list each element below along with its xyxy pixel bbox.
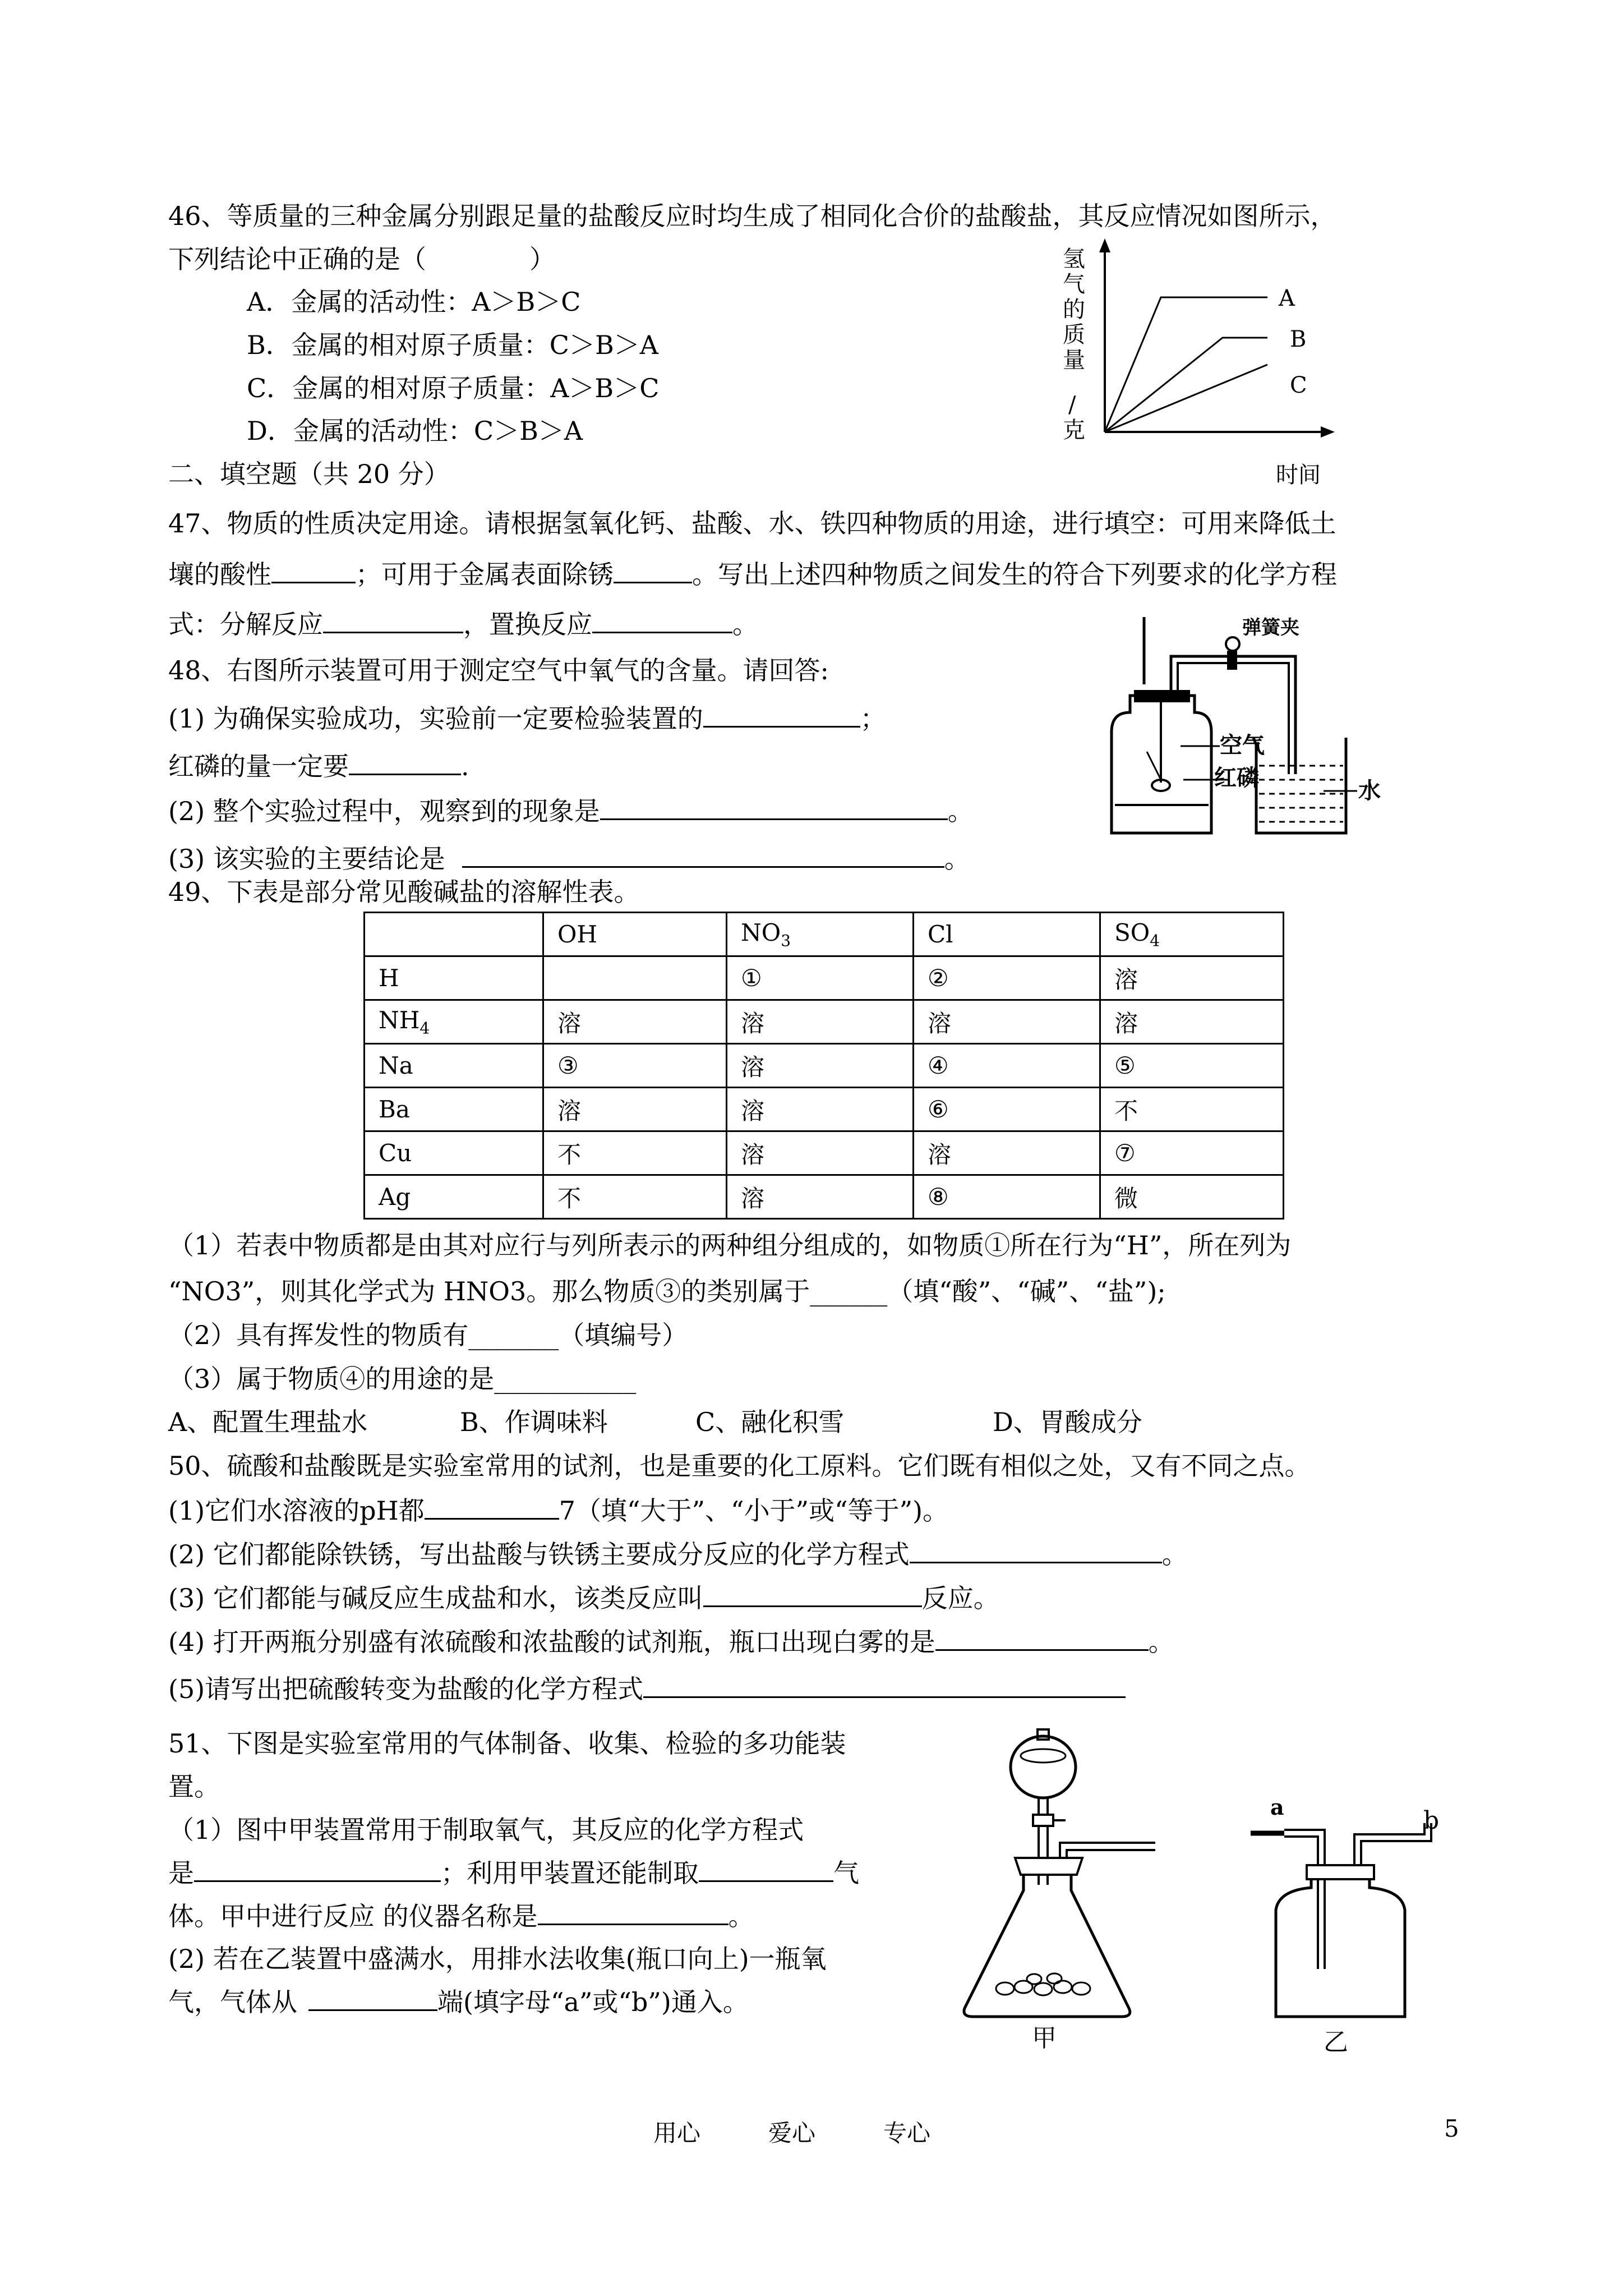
table-cell: 溶 (914, 1131, 1100, 1175)
q48-text: 。 (944, 844, 970, 874)
graph-ylabel-char: 质 (1063, 322, 1085, 348)
q47-text: ，置换反应 (463, 609, 592, 639)
table-cell: 溶 (727, 1000, 914, 1044)
q49-choice-d: D、胃酸成分 (993, 1407, 1142, 1437)
label-red-phosphorus: 红磷 (1214, 765, 1259, 791)
graph-ylabel-char: 克 (1063, 417, 1085, 443)
answer-blank[interactable] (194, 1856, 441, 1882)
q47-line3 (168, 607, 758, 641)
table-cell: 溶 (1100, 956, 1284, 1000)
q50-line2 (168, 1493, 948, 1527)
table-cell: $NH_4$ (365, 1000, 543, 1044)
graph-ylabel-char: 氢 (1063, 246, 1085, 272)
q51-line4 (168, 1856, 859, 1890)
q46-option-b: B．金属的相对原子质量：C＞B＞A (247, 330, 659, 360)
q50-text: (4) 打开两瓶分别盛有浓硫酸和浓盐酸的试剂瓶，瓶口出现白雾的是 (168, 1627, 935, 1657)
q46-stem-line1: 46、等质量的三种金属分别跟足量的盐酸反应时均生成了相同化合价的盐酸盐，其反应情况如图所示， (168, 201, 1336, 231)
table-cell: 溶 (543, 1000, 727, 1044)
q50-text: (3) 它们都能与碱反应生成盐和水，该类反应叫 (168, 1583, 703, 1613)
answer-blank[interactable] (703, 1581, 922, 1607)
q47-text: 。写出上述四种物质之间发生的符合下列要求的化学方程 (692, 559, 1337, 590)
table-cell: 溶 (1100, 1000, 1284, 1044)
q47-text: ；可用于金属表面除锈 (356, 559, 614, 590)
q49-part2: （2）具有挥发性的物质有_______（填编号） (168, 1320, 688, 1350)
table-row (365, 1044, 1284, 1088)
label-water: 水 (1358, 777, 1381, 804)
answer-blank[interactable] (935, 1625, 1149, 1651)
q51-line7 (168, 1985, 749, 2019)
footer-text-1: 用心 (653, 2119, 701, 2147)
q50-text: (1)它们水溶液的pH都 (168, 1496, 425, 1526)
q46-hydrogen-graph (1054, 236, 1346, 494)
q47-text: 。 (732, 609, 758, 639)
table-cell: H (365, 956, 543, 1000)
table-cell: ⑧ (914, 1175, 1100, 1219)
answer-blank[interactable] (271, 557, 356, 583)
q47-text: 壤的酸性 (168, 559, 271, 590)
table-cell (365, 913, 543, 956)
graph-ylabel-char: 量 (1063, 347, 1085, 373)
q47-line1: 47、物质的性质决定用途。请根据氢氧化钙、盐酸、水、铁四种物质的用途，进行填空：可用来降低土 (168, 508, 1336, 539)
q50-text: 反应。 (921, 1583, 999, 1613)
table-cell: 不 (543, 1131, 727, 1175)
q51-line3: （1）图中甲装置常用于制取氧气，其反应的化学方程式 (168, 1815, 804, 1845)
graph-ylabel-char: 气 (1063, 272, 1085, 297)
answer-blank[interactable] (323, 607, 463, 633)
q48-apparatus-figure (1099, 611, 1413, 847)
section-heading: 二、填空题（共 20 分） (168, 459, 450, 489)
answer-blank[interactable] (600, 794, 948, 820)
q49-choices (168, 1405, 1142, 1439)
graph-ylabel-char: / (1068, 392, 1076, 418)
table-cell: 溶 (914, 1000, 1100, 1044)
q51-line2: 置。 (168, 1772, 220, 1802)
q50-line5 (168, 1625, 1174, 1659)
q48-text: 红磷的量一定要 (168, 751, 349, 781)
table-cell: $SO_4$ (1100, 913, 1284, 956)
q49-choice-b: B、作调味料 (460, 1407, 608, 1437)
table-cell: 微 (1100, 1175, 1284, 1219)
q48-text: (3) 该实验的主要结论是 (168, 844, 445, 874)
table-cell: 不 (543, 1175, 727, 1219)
table-cell: $NO_3$ (727, 913, 914, 956)
q50-line4 (168, 1581, 999, 1615)
label-yi: 乙 (1324, 2028, 1348, 2056)
q51-text: 。 (728, 1901, 754, 1931)
q49-part1-line2: “NO3”，则其化学式为 HNO3。那么物质③的类别属于______（填“酸”、“碱”、“盐”); (168, 1276, 1166, 1306)
table-cell: 溶 (727, 1131, 914, 1175)
q51-text: 体。甲中进行反应 的仪器名称是 (168, 1901, 538, 1931)
table-cell: Cl (914, 913, 1100, 956)
table-cell: ② (914, 956, 1100, 1000)
table-cell: ① (727, 956, 914, 1000)
answer-blank[interactable] (643, 1672, 1126, 1698)
q46-stem-line2: 下列结论中正确的是（ ） (168, 244, 555, 274)
table-cell: Na (365, 1044, 543, 1088)
table-row (365, 1175, 1284, 1219)
solubility-table (363, 912, 1284, 1220)
q51-text: 端(填字母“a”或“b”)通入。 (437, 1987, 749, 2017)
label-port-b: b (1423, 1806, 1440, 1835)
footer-text-2: 爱心 (768, 2119, 816, 2147)
table-cell: Ag (365, 1175, 543, 1219)
answer-blank[interactable] (349, 749, 461, 775)
q47-text: 式：分解反应 (168, 609, 323, 639)
q48-text: ； (860, 703, 886, 734)
table-cell: ③ (543, 1044, 727, 1088)
graph-x-arrow (1321, 426, 1335, 438)
label-port-a: a (1270, 1795, 1284, 1820)
label-spring-clip: 弹簧夹 (1242, 616, 1299, 639)
q50-line3 (168, 1537, 1188, 1571)
q51-text: ；利用甲装置还能制取 (441, 1858, 699, 1888)
q48-line5 (168, 841, 970, 876)
answer-blank[interactable] (308, 1985, 437, 2011)
q51-text: 气 (833, 1858, 859, 1888)
answer-blank[interactable] (425, 1493, 559, 1520)
q51-text: 是 (168, 1858, 194, 1888)
q49-choice-a: A、配置生理盐水 (168, 1407, 368, 1437)
q50-text: (5)请写出把硫酸转变为盐酸的化学方程式 (168, 1674, 644, 1704)
table-cell: 溶 (727, 1044, 914, 1088)
q50-text: (2) 它们都能除铁锈，写出盐酸与铁锈主要成分反应的化学方程式 (168, 1539, 910, 1570)
q48-text: . (461, 751, 469, 781)
table-cell (543, 956, 727, 1000)
apparatus-yi-figure (1245, 1795, 1481, 2059)
q50-text: 7（填“大于”、“小于”或“等于”)。 (559, 1496, 949, 1526)
graph-series-label-c: C (1290, 372, 1307, 398)
table-cell: OH (543, 913, 727, 956)
table-cell: 溶 (727, 1088, 914, 1131)
answer-blank[interactable] (614, 557, 692, 583)
table-cell: ⑦ (1100, 1131, 1284, 1175)
q49-title: 49、下表是部分常见酸碱盐的溶解性表。 (168, 877, 640, 907)
graph-series-label-b: B (1290, 326, 1307, 352)
table-cell: 不 (1100, 1088, 1284, 1131)
q46-option-d: D．金属的活动性：C＞B＞A (247, 416, 583, 446)
label-air: 空气 (1220, 732, 1265, 758)
graph-y-arrow (1099, 238, 1110, 252)
footer-text-3: 专心 (883, 2119, 931, 2147)
table-row (365, 1131, 1284, 1175)
table-header-row (365, 913, 1284, 956)
table-cell: ④ (914, 1044, 1100, 1088)
answer-blank[interactable] (592, 607, 732, 633)
q51-text: 气，气体从 (168, 1987, 297, 2017)
table-cell: ⑤ (1100, 1044, 1284, 1088)
q51-line6: (2) 若在乙装置中盛满水，用排水法收集(瓶口向上)一瓶氧 (168, 1944, 827, 1974)
label-jia: 甲 (1032, 2024, 1057, 2053)
q48-text: (1) 为确保实验成功，实验前一定要检验装置的 (168, 703, 703, 734)
answer-blank[interactable] (703, 701, 860, 728)
q48-text: 。 (947, 796, 974, 826)
answer-blank[interactable] (462, 841, 944, 868)
apparatus-jia-figure (953, 1728, 1189, 2053)
table-row (365, 1000, 1284, 1044)
graph-ylabel-char: 的 (1063, 297, 1085, 323)
table-cell: 溶 (727, 1175, 914, 1219)
table-cell: ⑥ (914, 1088, 1100, 1131)
q49-part1-line1: （1）若表中物质都是由其对应行与列所表示的两种组分组成的，如物质①所在行为“H”，所在列为 (168, 1230, 1292, 1260)
q51-line5 (168, 1899, 754, 1933)
q48-line4 (168, 794, 974, 828)
graph-xlabel: 时间 (1276, 462, 1321, 488)
graph-line-b (1105, 338, 1267, 432)
q50-text: 。 (1161, 1539, 1188, 1570)
q47-line2 (168, 557, 1337, 591)
q48-line2 (168, 701, 886, 735)
q50-line1: 50、硫酸和盐酸既是实验室常用的试剂，也是重要的化工原料。它们既有相似之处，又有不同之点。 (168, 1451, 1311, 1481)
q51-line1: 51、下图是实验室常用的气体制备、收集、检验的多功能装 (168, 1728, 846, 1759)
answer-blank[interactable] (910, 1537, 1162, 1563)
q49-choice-c: C、融化积雪 (695, 1407, 845, 1437)
q50-line6 (168, 1672, 1126, 1706)
q48-line1: 48、右图所示装置可用于测定空气中氧气的含量。请回答: (168, 655, 829, 685)
table-row (365, 956, 1284, 1000)
answer-blank[interactable] (699, 1856, 833, 1882)
answer-blank[interactable] (538, 1899, 728, 1925)
q49-part3: （3）属于物质④的用途的是___________ (168, 1364, 637, 1394)
q48-text: (2) 整个实验过程中，观察到的现象是 (168, 796, 600, 826)
q46-option-a: A．金属的活动性：A＞B＞C (247, 287, 581, 317)
table-cell: Ba (365, 1088, 543, 1131)
table-row (365, 1088, 1284, 1131)
graph-series-label-a: A (1279, 286, 1295, 311)
q50-text: 。 (1148, 1627, 1174, 1657)
table-cell: 溶 (543, 1088, 727, 1131)
page-number: 5 (1444, 2115, 1459, 2142)
q48-line3 (168, 749, 469, 783)
table-cell: Cu (365, 1131, 543, 1175)
q46-option-c: C．金属的相对原子质量：A＞B＞C (247, 373, 660, 403)
